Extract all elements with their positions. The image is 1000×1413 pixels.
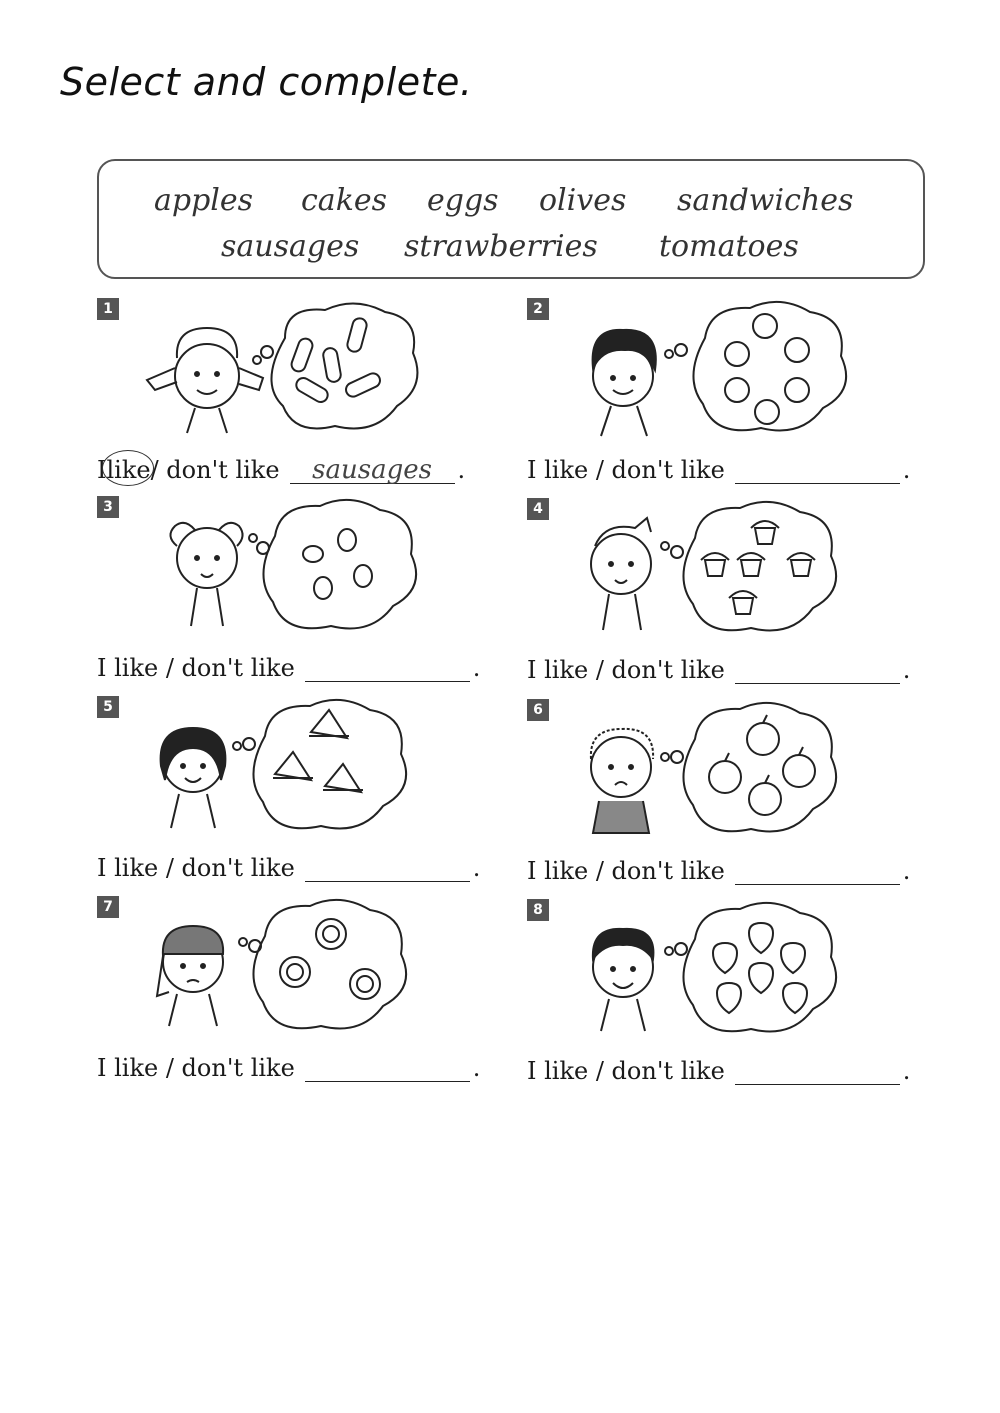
word-bank-item: sandwiches — [677, 183, 854, 218]
answer-blank[interactable]: sausages — [290, 457, 455, 484]
item-number: 5 — [97, 696, 119, 718]
word-bank-item: olives — [539, 183, 627, 218]
item-number: 8 — [527, 899, 549, 921]
tomatoes-icon — [565, 298, 865, 443]
exercise-item-1 — [97, 298, 517, 498]
sentence-line — [97, 854, 480, 882]
period: . — [902, 1057, 911, 1085]
exercise-item-7 — [97, 896, 517, 1096]
strawberries-icon — [565, 899, 865, 1039]
sentence-text: I like / don't like — [97, 854, 295, 882]
period: . — [902, 857, 911, 885]
word-bank-item: tomatoes — [659, 229, 799, 264]
word-bank-item: apples — [154, 183, 254, 218]
answer-blank[interactable] — [735, 1058, 900, 1085]
period: . — [472, 854, 481, 882]
word-bank-item: cakes — [301, 183, 388, 218]
exercise-item-2 — [527, 298, 947, 498]
item-number: 6 — [527, 699, 549, 721]
answer-blank[interactable] — [735, 858, 900, 885]
apples-icon — [565, 699, 865, 839]
sandwiches-icon — [135, 696, 435, 836]
period: . — [457, 456, 466, 484]
sentence-line — [97, 654, 480, 682]
exercise-item-8 — [527, 899, 947, 1099]
answer-blank[interactable] — [305, 855, 470, 882]
sentence-line — [527, 857, 910, 885]
circled-choice[interactable]: like — [106, 456, 151, 484]
answer-blank[interactable] — [305, 1055, 470, 1082]
period: . — [472, 654, 481, 682]
sentence-text: I like / don't like — [527, 456, 725, 484]
worksheet-title: Select and complete. — [60, 60, 473, 104]
sentence-line — [97, 456, 465, 484]
exercise-item-4 — [527, 498, 947, 698]
exercise-item-5 — [97, 696, 517, 896]
eggs-icon — [135, 896, 435, 1036]
sentence-text: I like / don't like — [97, 654, 295, 682]
item-number: 7 — [97, 896, 119, 918]
exercise-item-3 — [97, 496, 517, 696]
sentence-text: I like / don't like — [527, 1057, 725, 1085]
sentence-text: I like / don't like — [97, 1054, 295, 1082]
item-number: 1 — [97, 298, 119, 320]
sausages-icon — [135, 298, 435, 438]
word-bank — [97, 159, 925, 279]
sentence-line — [527, 656, 910, 684]
answer-blank[interactable] — [305, 655, 470, 682]
word-bank-item: sausages — [221, 229, 360, 264]
word-bank-item: strawberries — [404, 229, 598, 264]
sentence-text: I like / don't like — [527, 857, 725, 885]
olives-icon — [135, 496, 435, 636]
sentence-line — [527, 456, 910, 484]
cakes-icon — [565, 498, 865, 638]
item-number: 4 — [527, 498, 549, 520]
item-number: 2 — [527, 298, 549, 320]
exercise-item-6 — [527, 699, 947, 899]
sentence-part: / don't like — [150, 456, 280, 484]
item-number: 3 — [97, 496, 119, 518]
sentence-text: I like / don't like — [527, 656, 725, 684]
word-bank-item: eggs — [427, 183, 499, 218]
period: . — [902, 656, 911, 684]
sentence-line — [527, 1057, 910, 1085]
answer-blank[interactable] — [735, 457, 900, 484]
period: . — [902, 456, 911, 484]
period: . — [472, 1054, 481, 1082]
answer-blank[interactable] — [735, 657, 900, 684]
sentence-part: I — [97, 456, 107, 484]
sentence-line — [97, 1054, 480, 1082]
